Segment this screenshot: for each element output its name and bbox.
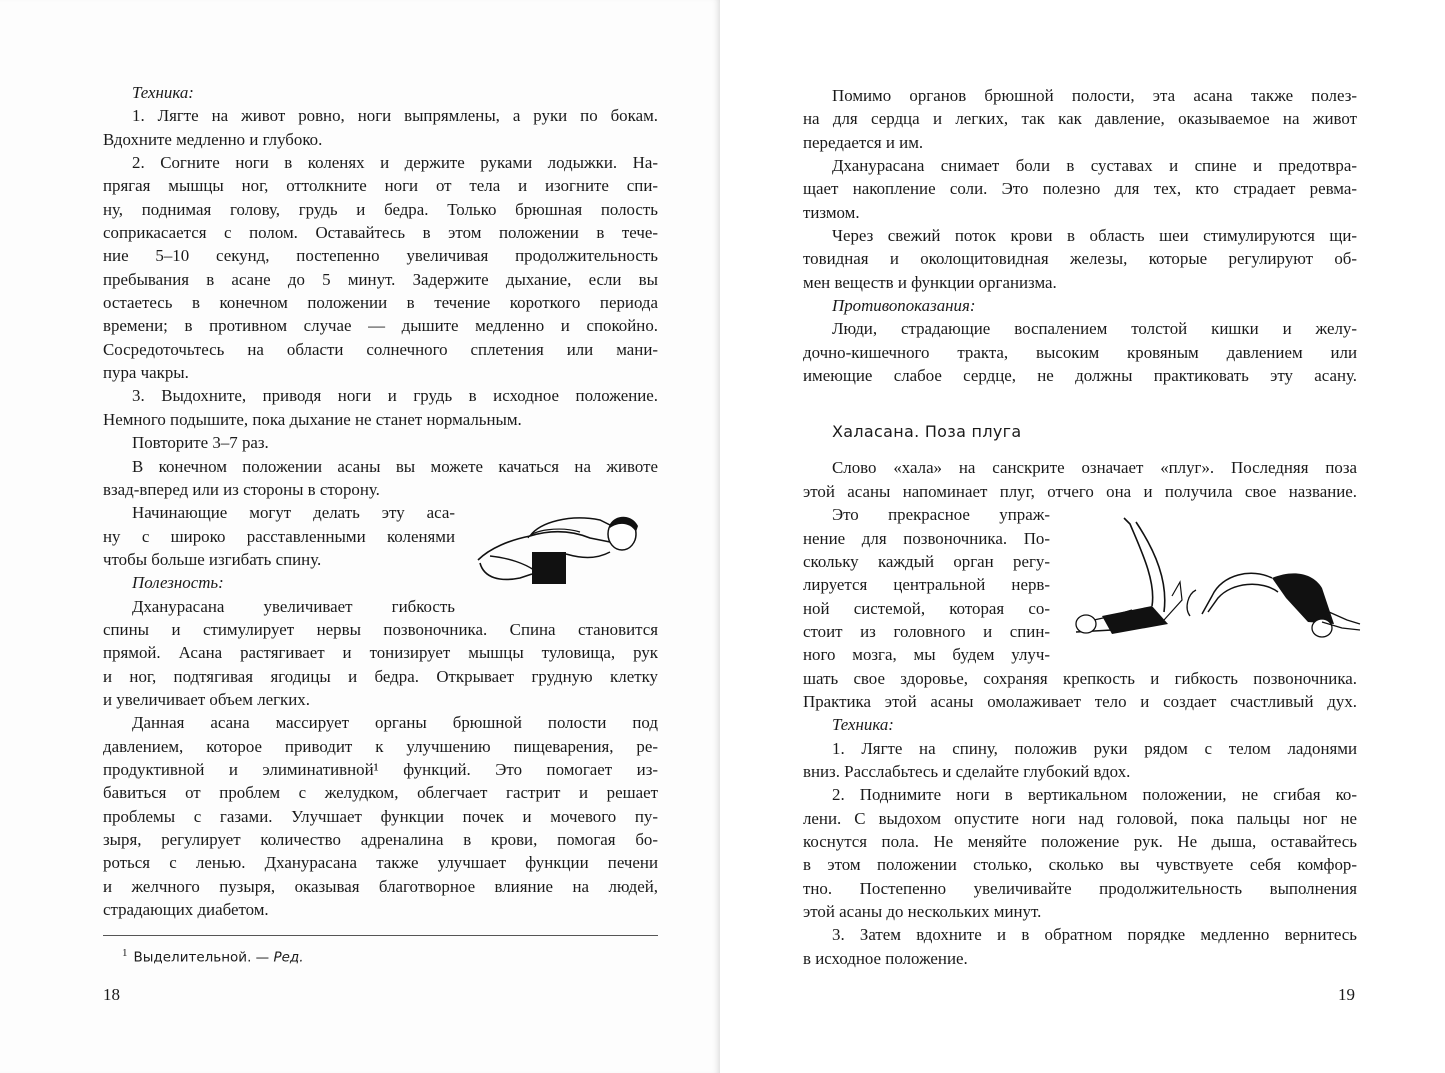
- text-line: лируется центральной нерв-: [803, 575, 1050, 595]
- text-line: соприкасается с полом. Оставайтесь в этом положении в тече-: [103, 223, 658, 243]
- text-line: 3. Выдохните, приводя ноги и грудь в исходное положение.: [132, 386, 658, 406]
- text-line: Слово «хала» на санскрите означает «плуг». Последняя поза: [832, 458, 1357, 478]
- text-line: Практика этой асаны омолаживает тело и создает счастливый дух.: [803, 691, 1357, 711]
- text-line: Вдохните медленно и глубоко.: [103, 129, 323, 149]
- text-line: дочно-кишечного тракта, высоким кровяным давлением или: [803, 342, 1357, 362]
- text-line: прямой. Асана растягивает и тонизирует мышцы туловища, рук: [103, 643, 658, 663]
- subheading: Противопоказания:: [832, 296, 976, 316]
- footnote-divider: [103, 935, 658, 936]
- text-line: стоит из головного и спин-: [803, 621, 1050, 641]
- text-line: Начинающие могут делать эту аса-: [132, 503, 455, 523]
- text-line: 3. Затем вдохните и в обратном порядке медленно вернитесь: [832, 925, 1357, 945]
- text-line: и желчного пузыря, оказывая благотворное влияние на людей,: [103, 876, 658, 896]
- text-line: Данная асана массирует органы брюшной полости под: [132, 713, 658, 733]
- footnote-mark: 1: [122, 947, 128, 959]
- text-line: страдающих диабетом.: [103, 900, 269, 920]
- text-line: передается и им.: [803, 132, 924, 152]
- text-line: спины и стимулирует нервы позвоночника. Спина становится: [103, 619, 658, 639]
- text-line: 1. Лягте на спину, положив руки рядом с телом ладонями: [832, 738, 1357, 758]
- text-line: Немного подышите, пока дыхание не станет нормальным.: [103, 409, 522, 429]
- footnote-editor-note: Ред.: [273, 949, 304, 966]
- text-line: имеющие слабое сердце, не должны практиковать эту асану.: [803, 366, 1357, 386]
- text-line: на для сердца и легких, так как давление, оказываемое на живот: [803, 109, 1357, 129]
- text-line: Дханурасана увеличивает гибкость: [132, 596, 455, 616]
- text-line: взад-вперед или из стороны в сторону.: [103, 479, 380, 499]
- text-line: 1. Лягте на живот ровно, ноги выпрямлены, а руки по бокам.: [132, 106, 658, 126]
- text-line: щает накопление соли. Это полезно для тех, кто страдает ревма-: [803, 179, 1357, 199]
- text-line: роться с ленью. Дханурасана также улучшает функции печени: [103, 853, 658, 873]
- text-line: ну, поднимая голову, грудь и бедра. Только брюшная полость: [103, 199, 658, 219]
- text-line: тно. Постепенно увеличивайте продолжительность выполнения: [803, 878, 1357, 898]
- left-page-text: [103, 81, 658, 921]
- right-page: [720, 0, 1445, 1073]
- halasana-illustration: [1072, 512, 1362, 648]
- text-line: этой асаны до нескольких минут.: [803, 902, 1042, 921]
- text-line: Повторите 3–7 раз.: [132, 433, 269, 453]
- text-line: мен веществ и функции организма.: [803, 272, 1057, 292]
- footnote: [122, 947, 304, 966]
- text-line: Люди, страдающие воспалением толстой кишки и желу-: [832, 319, 1357, 339]
- text-line: ного мозга, мы будем улуч-: [803, 645, 1050, 665]
- text-line: проблемы с газами. Улучшает функции почек и мочевого пу-: [103, 806, 658, 826]
- page-number: 18: [103, 985, 120, 1004]
- text-line: нение для позвоночника. По-: [803, 528, 1050, 548]
- page-number: 19: [1338, 985, 1355, 1004]
- text-line: и увеличивает объем легких.: [103, 689, 310, 709]
- text-line: времени; в противном случае — дышите медленно и спокойно.: [103, 316, 658, 336]
- text-line: зыря, регулирует количество адреналина в крови, помогая бо-: [103, 830, 658, 849]
- text-line: бавиться от проблем с желудком, облегчает гастрит и решает: [103, 783, 658, 803]
- text-line: прягая мышцы ног, оттолкните ноги от тела и изогните спи-: [103, 176, 658, 196]
- text-line: Это прекрасное упраж-: [832, 505, 1050, 525]
- subheading: Техника:: [832, 715, 894, 735]
- subheading: Полезность:: [132, 573, 224, 593]
- text-line: вниз. Расслабьтесь и сделайте глубокий вдох.: [803, 761, 1131, 781]
- left-page: [0, 0, 720, 1073]
- text-line: давлением, которое приводит к улучшению пищеварения, ре-: [103, 736, 658, 756]
- text-line: ной системой, которая со-: [803, 598, 1050, 618]
- text-line: остаетесь в конечном положении в течение короткого периода: [103, 293, 658, 313]
- subheading: Техника:: [132, 83, 194, 102]
- section-heading: Халасана. Поза плуга: [832, 422, 1022, 442]
- text-line: в исходное положение.: [803, 948, 968, 968]
- text-line: скольку каждый орган регу-: [803, 551, 1050, 571]
- text-line: Помимо органов брюшной полости, эта асана также полез-: [832, 86, 1357, 105]
- text-line: коснутся пола. Не меняйте положение рук. Не дыша, оставайтесь: [803, 831, 1357, 851]
- text-line: ние 5–10 секунд, постепенно увеличивая продолжительность: [103, 246, 658, 266]
- text-line: 2. Согните ноги в коленях и держите руками лодыжки. На-: [132, 153, 658, 173]
- text-line: В конечном положении асаны вы можете качаться на животе: [132, 456, 658, 476]
- footnote-text: Выделительной. —: [133, 949, 274, 966]
- text-line: Через свежий поток крови в область шеи стимулируются щи-: [832, 226, 1357, 246]
- text-line: 2. Поднимите ноги в вертикальном положении, не сгибая ко-: [832, 785, 1357, 805]
- text-line: тизмом.: [803, 202, 860, 222]
- text-line: Сосредоточьтесь на области солнечного сплетения или мани-: [103, 339, 658, 359]
- text-line: и ног, подтягивая ягодицы и бедра. Открывает грудную клетку: [103, 666, 658, 686]
- text-line: лени. С выдохом опустите ноги над головой, пока пальцы ног не: [803, 808, 1357, 828]
- text-line: шать свое здоровье, сохраняя крепкость и гибкость позвоночника.: [803, 668, 1357, 688]
- text-line: ну с широко расставленными коленями: [103, 526, 455, 546]
- text-block-dhanurasana-continued: [803, 84, 1357, 387]
- text-line: продуктивной и элиминативной¹ функций. Это помогает из-: [103, 759, 658, 779]
- text-line: пура чакры.: [103, 363, 189, 383]
- text-line: этой асаны напоминает плуг, отчего она и получила свое название.: [803, 481, 1357, 501]
- text-line: товидная и околощитовидная железы, которые регулируют об-: [803, 249, 1357, 269]
- text-line: в этом положении столько, сколько вы чувствуете себя комфор-: [803, 855, 1357, 875]
- dhanurasana-illustration: [470, 508, 645, 590]
- text-line: Дханурасана снимает боли в суставах и спине и предотвра-: [832, 156, 1357, 176]
- text-line: пребывания в асане до 5 минут. Задержите дыхание, если вы: [103, 269, 658, 289]
- text-line: чтобы больше изгибать спину.: [103, 549, 322, 569]
